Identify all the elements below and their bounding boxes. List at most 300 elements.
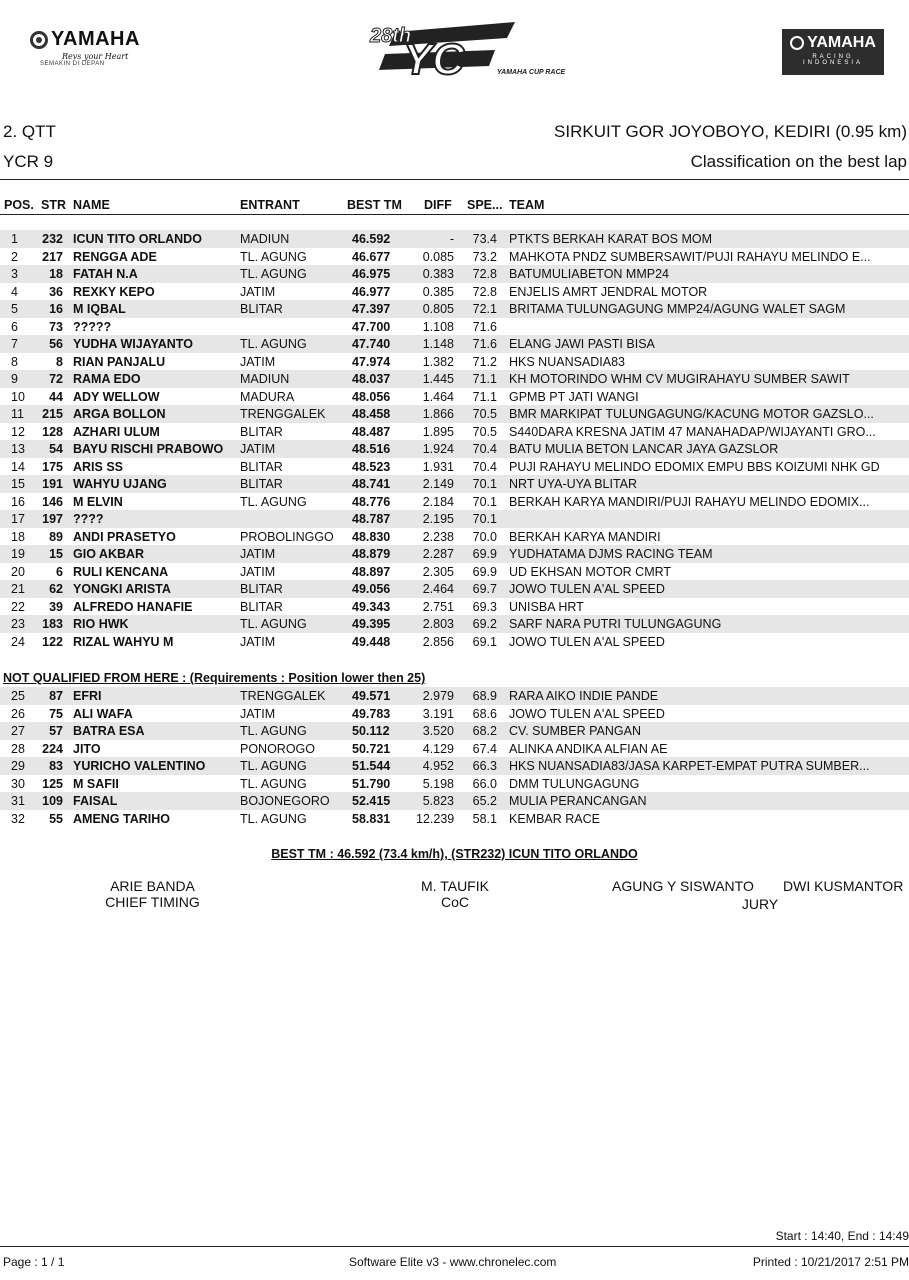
- table-row: [0, 458, 909, 476]
- pos-cell: 25: [11, 689, 25, 703]
- diff-cell: 1.895: [422, 424, 454, 439]
- str-cell: 16: [49, 302, 63, 316]
- entrant-cell: BLITAR: [240, 477, 283, 491]
- table-row: [0, 388, 909, 406]
- team-cell: ENJELIS AMRT JENDRAL MOTOR: [509, 284, 708, 299]
- diff-cell: 3.520: [422, 724, 454, 738]
- speed-cell: 73.4: [472, 232, 497, 246]
- name-cell: ANDI PRASETYO: [73, 529, 176, 544]
- speed-cell: 66.0: [472, 776, 497, 791]
- pos-cell: 1: [11, 232, 18, 246]
- str-cell: 39: [49, 599, 63, 614]
- entrant-cell: TRENGGALEK: [240, 407, 326, 421]
- table-row: [0, 792, 909, 810]
- speed-cell: 70.1: [472, 512, 497, 526]
- diff-cell: 1.931: [422, 459, 454, 474]
- best-time-cell: 47.397: [352, 302, 391, 316]
- best-time-cell: 49.395: [352, 617, 391, 631]
- table-row: [0, 740, 909, 758]
- name-cell: RAMA EDO: [73, 372, 141, 386]
- best-time-cell: 47.740: [352, 337, 391, 351]
- diff-cell: 2.305: [422, 564, 454, 579]
- name-cell: ????: [73, 512, 104, 526]
- speed-cell: 68.2: [472, 724, 497, 738]
- best-time-cell: 48.787: [352, 512, 391, 526]
- pos-cell: 11: [11, 407, 24, 421]
- table-row: [0, 633, 909, 651]
- table-row: [0, 615, 909, 633]
- jury-name-1: AGUNG Y SISWANTO: [612, 878, 754, 894]
- pos-cell: 3: [11, 267, 18, 281]
- col-str: STR: [41, 198, 66, 212]
- table-row: [0, 580, 909, 598]
- diff-cell: 1.445: [422, 372, 454, 386]
- best-time-cell: 48.830: [352, 529, 391, 544]
- footer-divider: [0, 1246, 909, 1247]
- speed-cell: 71.6: [472, 337, 497, 351]
- entrant-cell: TL. AGUNG: [240, 811, 307, 826]
- best-time-cell: 50.112: [352, 724, 390, 738]
- name-cell: AMENG TARIHO: [73, 811, 170, 826]
- speed-cell: 72.1: [472, 302, 497, 316]
- table-row: [0, 475, 909, 493]
- coc-name: M. TAUFIK: [421, 878, 489, 894]
- speed-cell: 68.9: [472, 689, 497, 703]
- speed-cell: 58.1: [472, 811, 497, 826]
- chief-timing-block: [80, 878, 225, 910]
- entrant-cell: PROBOLINGGO: [240, 529, 334, 544]
- team-cell: ELANG JAWI PASTI BISA: [509, 337, 655, 351]
- name-cell: WAHYU UJANG: [73, 477, 167, 491]
- speed-cell: 69.2: [472, 617, 497, 631]
- entrant-cell: MADURA: [240, 389, 295, 404]
- coc-role: CoC: [440, 894, 469, 910]
- table-row: [0, 405, 909, 423]
- entrant-cell: MADIUN: [240, 232, 290, 246]
- name-cell: AZHARI ULUM: [73, 424, 160, 439]
- str-cell: 125: [42, 776, 63, 791]
- name-cell: REXKY KEPO: [73, 284, 155, 299]
- table-row: [0, 283, 909, 301]
- entrant-cell: JATIM: [240, 354, 276, 369]
- str-cell: 224: [42, 741, 63, 756]
- diff-cell: 1.464: [422, 389, 454, 404]
- team-cell: KEMBAR RACE: [509, 811, 600, 826]
- col-speed: SPE...: [467, 198, 503, 212]
- entrant-cell: BLITAR: [240, 599, 283, 614]
- str-cell: 215: [42, 407, 63, 421]
- best-time-cell: 51.790: [352, 776, 391, 791]
- str-cell: 6: [56, 564, 63, 579]
- pos-cell: 31: [11, 794, 25, 808]
- entrant-cell: TL. AGUNG: [240, 724, 307, 738]
- pos-cell: 7: [11, 337, 18, 351]
- name-cell: ARGA BOLLON: [73, 407, 166, 421]
- pos-cell: 28: [11, 741, 25, 756]
- diff-cell: 2.464: [422, 582, 454, 596]
- speed-cell: 70.5: [472, 424, 497, 439]
- name-cell: BATRA ESA: [73, 724, 145, 738]
- pos-cell: 4: [11, 284, 18, 299]
- name-cell: RENGGA ADE: [73, 249, 157, 264]
- classification-title: Classification on the best lap: [690, 152, 907, 171]
- pos-cell: 6: [11, 319, 18, 334]
- best-time-cell: 48.458: [352, 407, 391, 421]
- entrant-cell: MADIUN: [240, 372, 290, 386]
- team-cell: S440DARA KRESNA JATIM 47 MANAHADAP/WIJAYANTI GRO...: [509, 424, 876, 439]
- str-cell: 75: [49, 706, 63, 721]
- speed-cell: 72.8: [472, 267, 497, 281]
- best-time-cell: 48.037: [352, 372, 391, 386]
- diff-cell: -: [449, 232, 454, 246]
- speed-cell: 71.6: [472, 319, 497, 334]
- table-row: [0, 230, 909, 248]
- best-time-cell: 48.879: [352, 547, 391, 561]
- entrant-cell: TL. AGUNG: [240, 337, 307, 351]
- best-time-cell: 49.571: [352, 689, 391, 703]
- str-cell: 175: [42, 459, 63, 474]
- team-cell: BATU MULIA BETON LANCAR JAYA GAZSLOR: [509, 442, 779, 456]
- diff-cell: 2.979: [422, 689, 454, 703]
- diff-cell: 2.287: [422, 547, 454, 561]
- class-title: YCR 9: [3, 152, 54, 171]
- str-cell: 128: [42, 424, 63, 439]
- pos-cell: 2: [11, 249, 18, 264]
- pos-cell: 17: [11, 512, 25, 526]
- yamaha-logo-left-brand: YAMAHA: [51, 28, 140, 50]
- cup-race-name: YAMAHA CUP RACE: [497, 69, 566, 76]
- name-cell: YONGKI ARISTA: [73, 582, 171, 596]
- pos-cell: 15: [11, 477, 25, 491]
- str-cell: 109: [42, 794, 63, 808]
- pos-cell: 23: [11, 617, 25, 631]
- table-row: [0, 545, 909, 563]
- diff-cell: 2.195: [422, 512, 454, 526]
- name-cell: YURICHO VALENTINO: [73, 759, 206, 773]
- diff-cell: 1.866: [422, 407, 454, 421]
- team-cell: DMM TULUNGAGUNG: [509, 776, 640, 791]
- table-header: [0, 196, 909, 214]
- name-cell: ADY WELLOW: [73, 389, 160, 404]
- str-cell: 73: [49, 319, 63, 334]
- entrant-cell: TL. AGUNG: [240, 267, 307, 281]
- table-row: [0, 300, 909, 318]
- entrant-cell: JATIM: [240, 284, 276, 299]
- team-cell: ALINKA ANDIKA ALFIAN AE: [509, 741, 668, 756]
- best-time-cell: 48.487: [352, 424, 391, 439]
- diff-cell: 2.149: [422, 477, 454, 491]
- team-cell: PUJI RAHAYU MELINDO EDOMIX EMPU BBS KOIZUMI NHK GD: [509, 459, 880, 474]
- pos-cell: 5: [11, 302, 18, 316]
- name-cell: M SAFII: [73, 776, 119, 791]
- table-header-divider: [0, 214, 909, 215]
- best-time-cell: 47.974: [352, 354, 391, 369]
- diff-cell: 12.239: [416, 811, 455, 826]
- speed-cell: 71.1: [472, 389, 497, 404]
- str-cell: 62: [49, 582, 63, 596]
- name-cell: YUDHA WIJAYANTO: [73, 337, 193, 351]
- entrant-cell: TL. AGUNG: [240, 617, 307, 631]
- speed-cell: 71.2: [472, 354, 497, 369]
- str-cell: 217: [42, 249, 63, 264]
- pos-cell: 16: [11, 494, 25, 509]
- diff-cell: 3.191: [422, 706, 454, 721]
- table-row: [0, 705, 909, 723]
- yamaha-racing-logo: [782, 29, 884, 75]
- diff-cell: 4.129: [422, 741, 454, 756]
- best-time-cell: 49.056: [352, 582, 391, 596]
- team-cell: YUDHATAMA DJMS RACING TEAM: [509, 547, 713, 561]
- entrant-cell: JATIM: [240, 634, 276, 649]
- pos-cell: 19: [11, 547, 25, 561]
- team-cell: BERKAH KARYA MANDIRI/PUJI RAHAYU MELINDO EDOMIX...: [509, 494, 870, 509]
- entrant-cell: JATIM: [240, 706, 276, 721]
- software-credit: Software Elite v3 - www.chronelec.com: [349, 1255, 557, 1269]
- name-cell: JITO: [73, 741, 101, 756]
- best-time-cell: 46.677: [352, 249, 391, 264]
- name-cell: RULI KENCANA: [73, 564, 169, 579]
- str-cell: 89: [49, 529, 63, 544]
- speed-cell: 69.1: [472, 634, 497, 649]
- best-time-cell: 48.776: [352, 494, 391, 509]
- speed-cell: 70.4: [472, 459, 497, 474]
- edition-label: 28th: [370, 25, 412, 47]
- best-time-summary: BEST TM : 46.592 (73.4 km/h), (STR232) ICUN TITO ORLANDO: [271, 847, 638, 861]
- name-cell: M IQBAL: [73, 302, 126, 316]
- speed-cell: 65.2: [472, 794, 497, 808]
- yamaha-logo-left-subline: SEMAKIN DI DEPAN: [40, 61, 105, 67]
- team-cell: JOWO TULEN A'AL SPEED: [509, 706, 665, 721]
- entrant-cell: BLITAR: [240, 424, 283, 439]
- team-cell: PTKTS BERKAH KARAT BOS MOM: [509, 232, 713, 246]
- team-cell: BATUMULIABETON MMP24: [509, 267, 669, 281]
- speed-cell: 69.3: [472, 599, 497, 614]
- table-row: [0, 510, 909, 528]
- table-row: [0, 423, 909, 441]
- table-row: [0, 757, 909, 775]
- team-cell: SARF NARA PUTRI TULUNGAGUNG: [509, 617, 722, 631]
- diff-cell: 1.924: [422, 442, 454, 456]
- jury-name-2: DWI KUSMANTOR: [783, 878, 904, 894]
- speed-cell: 70.1: [472, 477, 497, 491]
- entrant-cell: JATIM: [240, 547, 276, 561]
- speed-cell: 70.5: [472, 407, 497, 421]
- name-cell: FAISAL: [73, 794, 118, 808]
- team-cell: UNISBA HRT: [509, 599, 584, 614]
- str-cell: 36: [49, 284, 63, 299]
- col-entrant: ENTRANT: [240, 198, 300, 212]
- speed-cell: 69.9: [472, 547, 497, 561]
- str-cell: 57: [49, 724, 63, 738]
- pos-cell: 21: [11, 582, 25, 596]
- best-time-cell: 48.741: [352, 477, 391, 491]
- entrant-cell: TL. AGUNG: [240, 759, 307, 773]
- col-team: TEAM: [509, 198, 545, 212]
- pos-cell: 30: [11, 776, 25, 791]
- speed-cell: 70.4: [472, 442, 497, 456]
- pos-cell: 27: [11, 724, 25, 738]
- best-time-cell: 46.977: [352, 284, 391, 299]
- col-pos: POS.: [4, 198, 34, 212]
- pos-cell: 24: [11, 634, 25, 649]
- speed-cell: 70.1: [472, 494, 497, 509]
- name-cell: GIO AKBAR: [73, 547, 145, 561]
- best-time-cell: 49.783: [352, 706, 391, 721]
- str-cell: 8: [56, 354, 63, 369]
- diff-cell: 1.382: [422, 354, 454, 369]
- diff-cell: 4.952: [422, 759, 454, 773]
- table-row: [0, 563, 909, 581]
- str-cell: 18: [49, 267, 63, 281]
- team-cell: JOWO TULEN A'AL SPEED: [509, 582, 665, 596]
- str-cell: 191: [42, 477, 63, 491]
- diff-cell: 1.148: [422, 337, 454, 351]
- circuit-title: SIRKUIT GOR JOYOBOYO, KEDIRI (0.95 km): [554, 122, 907, 141]
- entrant-cell: TL. AGUNG: [240, 776, 307, 791]
- entrant-cell: TRENGGALEK: [240, 689, 326, 703]
- name-cell: RIAN PANJALU: [73, 354, 166, 369]
- name-cell: EFRI: [73, 689, 102, 703]
- table-row: [0, 353, 909, 371]
- pos-cell: 13: [11, 442, 25, 456]
- yamaha-logo-left-tagline: Revs your Heart: [62, 52, 129, 61]
- diff-cell: 0.085: [422, 249, 454, 264]
- pos-cell: 12: [11, 424, 25, 439]
- team-cell: RARA AIKO INDIE PANDE: [509, 689, 659, 703]
- table-row: [0, 248, 909, 266]
- speed-cell: 70.0: [472, 529, 497, 544]
- pos-cell: 8: [11, 354, 18, 369]
- col-diff: DIFF: [424, 198, 452, 212]
- table-row: [0, 265, 909, 283]
- speed-cell: 69.7: [472, 582, 497, 596]
- table-row: [0, 528, 909, 546]
- name-cell: ICUN TITO ORLANDO: [73, 232, 202, 246]
- str-cell: 54: [49, 442, 63, 456]
- pos-cell: 14: [11, 459, 25, 474]
- str-cell: 87: [49, 689, 63, 703]
- str-cell: 55: [49, 811, 63, 826]
- name-cell: RIZAL WAHYU M: [73, 634, 174, 649]
- str-cell: 15: [49, 547, 63, 561]
- pos-cell: 32: [11, 811, 25, 826]
- not-qualified-label: NOT QUALIFIED FROM HERE : (Requirements : Position lower then 25): [3, 671, 426, 685]
- str-cell: 83: [49, 759, 63, 773]
- printed-timestamp: Printed : 10/21/2017 2:51 PM: [752, 1255, 909, 1269]
- qualified-results-table: [0, 230, 909, 650]
- name-cell: RIO HWK: [73, 617, 129, 631]
- entrant-cell: BLITAR: [240, 459, 283, 474]
- best-time-cell: 46.592: [352, 232, 391, 246]
- yamaha-cup-race-logo: [365, 14, 566, 84]
- entrant-cell: JATIM: [240, 564, 276, 579]
- table-row: [0, 335, 909, 353]
- best-time-cell: 48.523: [352, 459, 391, 474]
- str-cell: 146: [42, 494, 63, 509]
- diff-cell: 1.108: [422, 319, 454, 334]
- pos-cell: 22: [11, 599, 25, 614]
- team-cell: MULIA PERANCANGAN: [509, 794, 647, 808]
- speed-cell: 68.6: [472, 706, 497, 721]
- pos-cell: 18: [11, 529, 25, 544]
- table-row: [0, 318, 909, 336]
- table-row: [0, 722, 909, 740]
- yamaha-logo-left: [30, 28, 150, 78]
- header-divider: [0, 179, 909, 180]
- diff-cell: 5.198: [422, 776, 454, 791]
- pos-cell: 9: [11, 372, 18, 386]
- chief-timing-name: ARIE BANDA: [110, 878, 195, 894]
- diff-cell: 0.805: [422, 302, 454, 316]
- team-cell: BERKAH KARYA MANDIRI: [509, 529, 661, 544]
- best-time-cell: 51.544: [352, 759, 391, 773]
- table-row: [0, 810, 909, 828]
- str-cell: 72: [49, 372, 63, 386]
- diff-cell: 2.856: [422, 634, 454, 649]
- entrant-cell: TL. AGUNG: [240, 249, 307, 264]
- best-time-cell: 48.056: [352, 389, 391, 404]
- team-cell: BMR MARKIPAT TULUNGAGUNG/KACUNG MOTOR GAZSLO...: [509, 407, 874, 421]
- not-qualified-results-table: [0, 687, 909, 827]
- col-name: NAME: [73, 198, 110, 212]
- entrant-cell: JATIM: [240, 442, 276, 456]
- chief-timing-role: CHIEF TIMING: [105, 894, 200, 910]
- name-cell: ?????: [73, 319, 112, 334]
- entrant-cell: PONOROGO: [240, 741, 316, 756]
- table-row: [0, 440, 909, 458]
- entrant-cell: BLITAR: [240, 302, 283, 316]
- col-best: BEST TM: [347, 198, 402, 212]
- speed-cell: 71.1: [472, 372, 497, 386]
- best-time-cell: 47.700: [352, 319, 391, 334]
- str-cell: 183: [42, 617, 63, 631]
- best-time-cell: 48.516: [352, 442, 391, 456]
- coc-block: [400, 878, 510, 910]
- str-cell: 44: [49, 389, 63, 404]
- best-time-cell: 46.975: [352, 267, 391, 281]
- best-time-cell: 49.448: [352, 634, 391, 649]
- team-cell: NRT UYA-UYA BLITAR: [509, 477, 638, 491]
- jury-role: JURY: [741, 896, 779, 912]
- yamaha-cup-race-emblem: [365, 14, 566, 84]
- table-row: [0, 370, 909, 388]
- diff-cell: 2.751: [422, 599, 454, 614]
- yc-mark: YC: [403, 35, 465, 84]
- table-row: [0, 687, 909, 705]
- team-cell: HKS NUANSADIA83: [509, 354, 626, 369]
- speed-cell: 69.9: [472, 564, 497, 579]
- name-cell: FATAH N.A: [73, 267, 138, 281]
- speed-cell: 66.3: [472, 759, 497, 773]
- str-cell: 232: [42, 232, 63, 246]
- team-cell: MAHKOTA PNDZ SUMBERSAWIT/PUJI RAHAYU MELINDO E...: [509, 249, 871, 264]
- best-time-cell: 49.343: [352, 599, 391, 614]
- team-cell: BRITAMA TULUNGAGUNG MMP24/AGUNG WALET SAGM: [509, 302, 846, 316]
- name-cell: M ELVIN: [73, 494, 123, 509]
- table-row: [0, 775, 909, 793]
- session-title: 2. QTT: [3, 122, 56, 141]
- pos-cell: 29: [11, 759, 25, 773]
- entrant-cell: BLITAR: [240, 582, 283, 596]
- yamaha-tuning-fork-icon: [30, 31, 48, 49]
- start-end-time: Start : 14:40, End : 14:49: [775, 1229, 909, 1243]
- team-cell: HKS NUANSADIA83/JASA KARPET-EMPAT PUTRA SUMBER...: [509, 759, 870, 773]
- speed-cell: 73.2: [472, 249, 497, 264]
- team-cell: GPMB PT JATI WANGI: [509, 389, 639, 404]
- yamaha-racing-brand: YAMAHA: [807, 34, 876, 51]
- speed-cell: 67.4: [472, 741, 497, 756]
- team-cell: KH MOTORINDO WHM CV MUGIRAHAYU SUMBER SAWIT: [509, 372, 850, 386]
